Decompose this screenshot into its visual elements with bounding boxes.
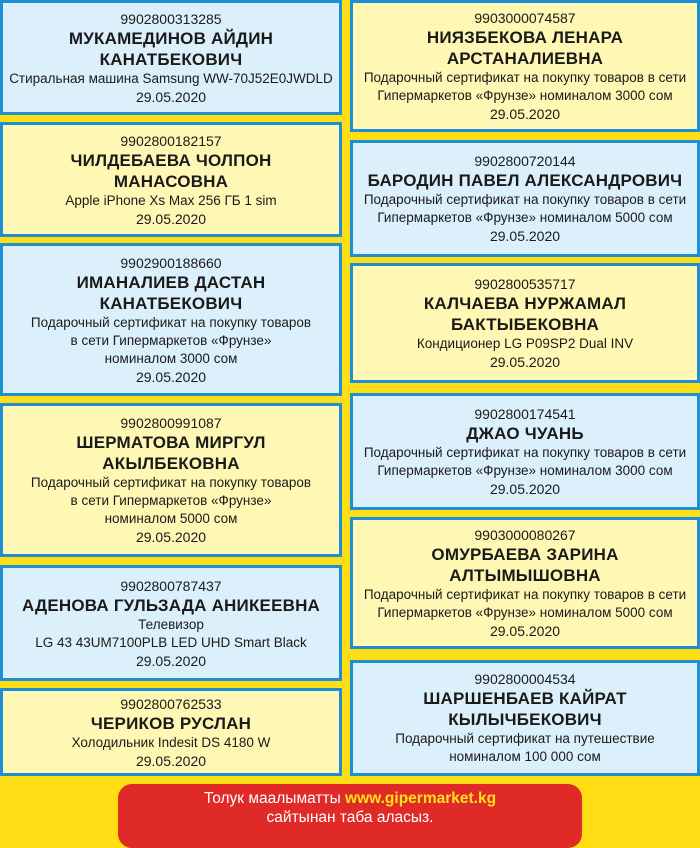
winner-prize: Подарочный сертификат на покупку товаров в сети Гипермаркетов «Фрунзе» номиналом 5000 сом (30, 475, 312, 526)
winner-card (350, 0, 700, 132)
winner-prize: Apple iPhone Xs Max 256 ГБ 1 sim (65, 192, 277, 208)
winner-card (350, 263, 700, 383)
winner-card (350, 517, 700, 649)
website-link[interactable]: www.gipermarket.kg (345, 790, 497, 807)
winner-card (0, 122, 342, 237)
winner-code: 9902800004534 (474, 671, 576, 687)
winner-code: 9903000080267 (474, 527, 576, 543)
winner-date: 29.05.2020 (135, 88, 207, 105)
winner-prize: Подарочный сертификат на покупку товаров в сети Гипермаркетов «Фрунзе» номиналом 3000 сом (363, 445, 687, 478)
winner-code: 9902800787437 (120, 577, 222, 594)
winner-name: НИЯЗБЕКОВА ЛЕНАРА АРСТАНАЛИЕВНА (426, 28, 624, 68)
winner-name: КАЛЧАЕВА НУРЖАМАЛ БАКТЫБЕКОВНА (423, 294, 627, 334)
winner-name: ИМАНАЛИЕВ ДАСТАН КАНАТБЕКОВИЧ (76, 272, 266, 313)
winner-prize: Кондиционер LG P09SP2 Dual INV (416, 336, 634, 351)
winner-card (350, 140, 700, 257)
winner-name: ОМУРБАЕВА ЗАРИНА АЛТЫМЫШОВНА (431, 545, 619, 585)
winner-name: БАРОДИН ПАВЕЛ АЛЕКСАНДРОВИЧ (367, 171, 683, 190)
winner-name: АДЕНОВА ГУЛЬЗАДА АНИКЕЕВНА (21, 595, 321, 615)
winner-date: 29.05.2020 (135, 210, 207, 227)
winner-code: 9902900188660 (120, 254, 222, 271)
winner-name: МУКАМЕДИНОВ АЙДИН КАНАТБЕКОВИЧ (68, 28, 274, 69)
winner-prize: Подарочный сертификат на путешествие номиналом 100 000 сом (395, 731, 655, 764)
winner-name: ЧИЛДЕБАЕВА ЧОЛПОН МАНАСОВНА (70, 150, 272, 191)
winner-code: 9902800991087 (120, 415, 222, 431)
winner-name: ДЖАО ЧУАНЬ (466, 424, 584, 443)
winner-date: 29.05.2020 (489, 354, 561, 370)
winner-code: 9902800174541 (474, 406, 576, 422)
winner-card (0, 565, 342, 681)
winner-date: 29.05.2020 (135, 752, 207, 769)
winner-prize: Подарочный сертификат на покупку товаров в сети Гипермаркетов «Фрунзе» номиналом 5000 сом (363, 192, 687, 225)
winner-card (350, 660, 700, 776)
winner-code: 9902800762533 (120, 695, 222, 712)
winner-name: ЧЕРИКОВ РУСЛАН (90, 713, 252, 733)
winner-date: 29.05.2020 (489, 228, 561, 244)
winner-code: 9902800313285 (120, 10, 222, 27)
winner-card (0, 403, 342, 557)
winner-date: 29.05.2020 (489, 106, 561, 122)
winner-date: 29.05.2020 (135, 529, 207, 545)
winner-prize: Стиральная машина Samsung WW-70J52E0JWDLD (9, 70, 333, 86)
winner-card (0, 243, 342, 396)
footer-line-2: сайтынан таба аласыз. (266, 809, 434, 826)
winner-name: ШАРШЕНБАЕВ КАЙРАТ КЫЛЫЧБЕКОВИЧ (423, 689, 627, 729)
winner-date: 29.05.2020 (135, 652, 207, 669)
winner-prize: Подарочный сертификат на покупку товаров в сети Гипермаркетов «Фрунзе» номиналом 3000 сом (363, 70, 687, 103)
winner-card (350, 393, 700, 510)
winner-date: 29.05.2020 (489, 481, 561, 497)
winner-code: 9902800182157 (120, 132, 222, 149)
winner-code: 9902800535717 (474, 276, 576, 292)
winner-code: 9903000074587 (474, 10, 576, 26)
footer-banner (118, 784, 582, 848)
footer-prefix: Толук маалыматты (203, 790, 346, 807)
winner-prize: Телевизор LG 43 43UM7100PLB LED UHD Smart Black (35, 616, 307, 650)
winner-code: 9902800720144 (474, 153, 576, 169)
footer-line-1 (118, 789, 582, 808)
winner-date: 29.05.2020 (135, 368, 207, 385)
winner-prize: Подарочный сертификат на покупку товаров в сети Гипермаркетов «Фрунзе» номиналом 3000 сом (30, 314, 312, 366)
winner-date: 29.05.2020 (489, 623, 561, 639)
winner-name: ШЕРМАТОВА МИРГУЛ АКЫЛБЕКОВНА (76, 433, 266, 473)
winner-prize: Холодильник Indesit DS 4180 W (71, 734, 271, 750)
winner-card (0, 0, 342, 115)
winner-card (0, 688, 342, 776)
winner-prize: Подарочный сертификат на покупку товаров в сети Гипермаркетов «Фрунзе» номиналом 5000 сом (363, 587, 687, 620)
